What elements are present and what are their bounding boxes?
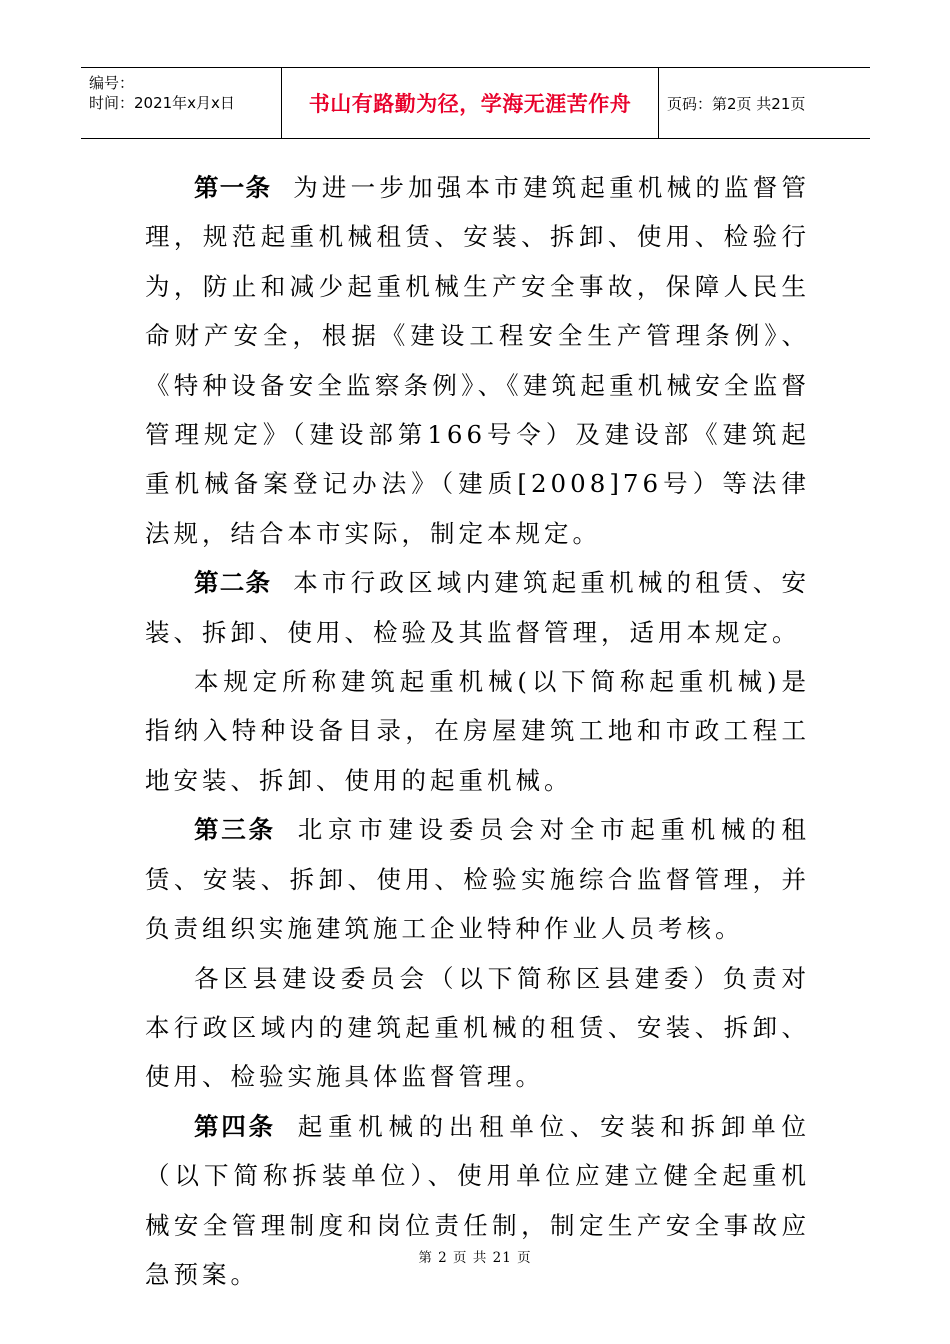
header-motto-cell (282, 68, 659, 138)
article-heading: 第二条 (194, 568, 272, 598)
paragraph-text: 本市行政区域内建筑起重机械的租赁、安装、拆卸、使用、检验及其监督管理，适用本规定。 (145, 568, 811, 647)
paragraph-article-3 (145, 805, 810, 953)
paragraph-district-duty (145, 954, 810, 1102)
paragraph-definition (145, 657, 810, 805)
paragraph-article-1 (145, 163, 810, 558)
header-page-cell (659, 68, 870, 138)
paragraph-text: 本规定所称建筑起重机械(以下简称起重机械)是指纳入特种设备目录，在房屋建筑工地和市政工程工地安装、拆卸、使用的起重机械。 (145, 667, 810, 795)
paragraph-article-4 (145, 1102, 810, 1300)
paragraph-text: 起重机械的出租单位、安装和拆卸单位（以下简称拆装单位）、使用单位应建立健全起重机械安全管理制度和岗位责任制，制定生产安全事故应急预案。 (145, 1111, 811, 1289)
header-motto: 书山有路勤为径，学海无涯苦作舟 (308, 92, 632, 116)
paragraph-text: 各区县建设委员会（以下简称区县建委）负责对本行政区域内的建筑起重机械的租赁、安装、拆卸、使用、检验实施具体监督管理。 (145, 963, 810, 1092)
article-heading: 第一条 (194, 173, 272, 202)
header-page-info: 页码：第2页 共21页 (667, 94, 806, 113)
paragraph-text: 北京市建设委员会对全市起重机械的租赁、安装、拆卸、使用、检验实施综合监督管理，并负责组织实施建筑施工企业特种作业人员考核。 (145, 815, 811, 944)
document-body (145, 163, 810, 1299)
page-footer: 第 2 页 共 21 页 (418, 1250, 532, 1266)
document-number-label: 编号： (89, 74, 135, 92)
paragraph-text: 为进一步加强本市建筑起重机械的监督管理，规范起重机械租赁、安装、拆卸、使用、检验行为，防止和减少起重机械生产安全事故，保障人民生命财产安全，根据《建设工程安全生产管理条例》、《特种设备安全监察条例》、《建筑起重机械安全监督管理规定》（建设部第166号令）及建设部《建筑起重机械备案登记办法》（建质[2008]76号）等法律法规，结合本市实际，制定本规定。 (145, 173, 811, 548)
article-heading: 第四条 (194, 1111, 276, 1141)
paragraph-article-2 (145, 558, 810, 657)
article-heading: 第三条 (194, 815, 276, 845)
page-header (81, 67, 870, 139)
document-time-label: 时间：2021年x月x日 (89, 94, 235, 112)
header-meta-cell (81, 68, 282, 138)
